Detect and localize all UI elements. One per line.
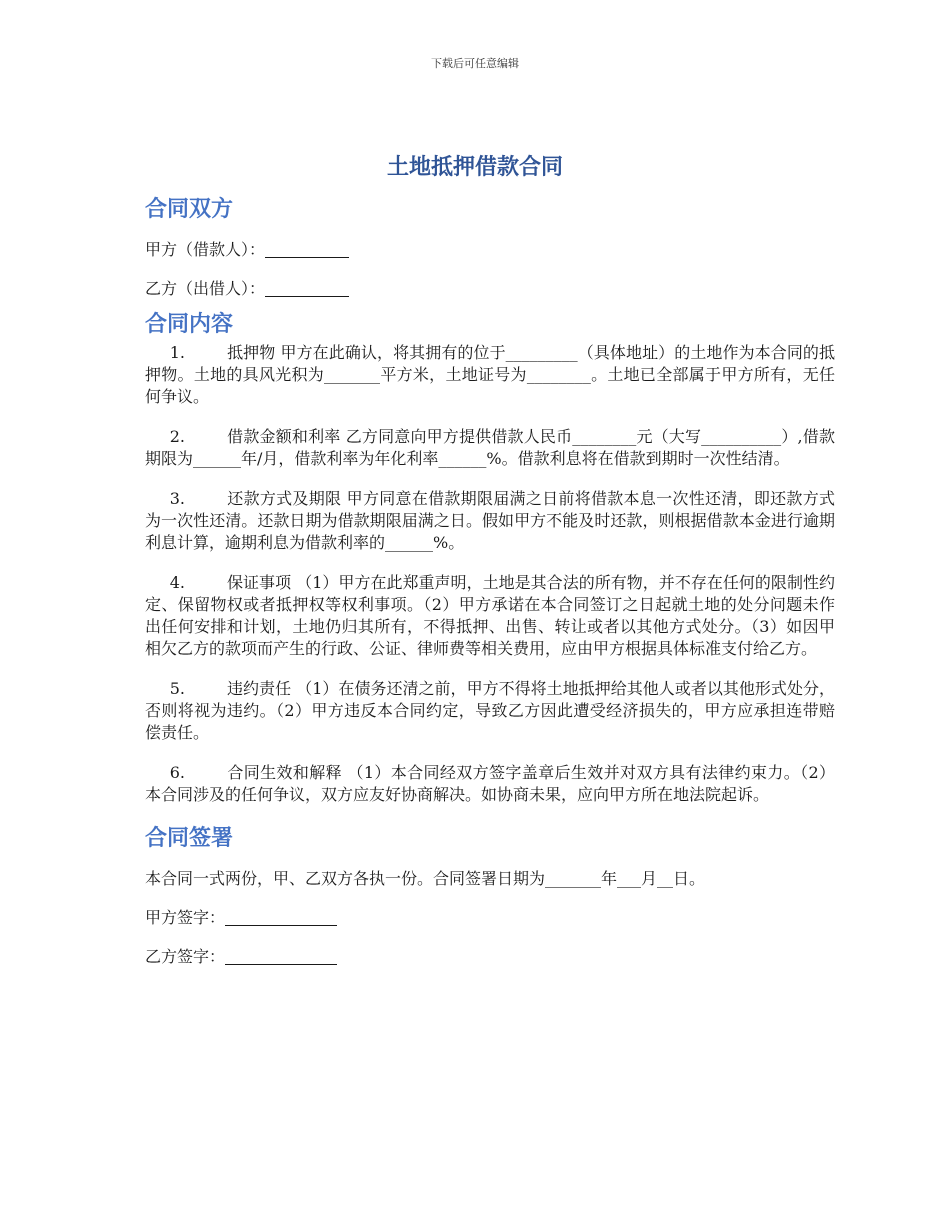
document-title: 土地抵押借款合同 [386,155,563,180]
clause-text: 还款方式及期限 甲方同意在借款期限届满之日前将借款本息一次性还清，即还款方式为一次性还清。还款日期为借款期限届满之日。假如甲方不能及时还款，则根据借款本金进行逾期利息计算，逾期利息为借款利率的______%。 [145,489,835,552]
clause-number: 1. [169,343,185,362]
clause-number: 6. [169,763,185,782]
clause-number: 3. [169,489,185,508]
party-a-line [145,239,835,261]
clause-text: 抵押物 甲方在此确认，将其拥有的位于_________（具体地址）的土地作为本合同的抵押物。土地的具风光积为_______平方米，土地证号为________。土地已全部属于甲方所有，无任何争议。 [145,343,835,406]
clause-item [145,426,835,470]
clause-item [145,342,835,408]
clause-item [145,572,835,660]
section-heading-content: 合同内容 [145,312,234,337]
signature-a-line [145,907,835,929]
clause-text: 合同生效和解释 （1）本合同经双方签字盖章后生效并对双方具有法律约束力。（2）本合同涉及的任何争议，双方应友好协商解决。如协商未果，应向甲方所在地法院起诉。 [145,763,835,804]
section-heading-parties: 合同双方 [145,197,234,222]
signature-b-line [145,946,835,968]
clause-text: 违约责任 （1）在债务还清之前，甲方不得将土地抵押给其他人或者以其他形式处分，否则将视为违约。（2）甲方违反本合同约定，导致乙方因此遭受经济损失的，甲方应承担连带赔偿责任。 [145,679,835,742]
clause-item [145,678,835,744]
clause-item [145,762,835,806]
clause-number: 2. [169,427,185,446]
party-b-line [145,278,835,300]
signature-a-blank [225,909,337,926]
section-heading-signing: 合同签署 [145,826,234,851]
party-b-blank [265,280,349,297]
document-body [145,195,835,968]
signature-b-blank [225,948,337,965]
clause-text: 保证事项 （1）甲方在此郑重声明，土地是其合法的所有物，并不存在任何的限制性约定、保留物权或者抵押权等权利事项。（2）甲方承诺在本合同签订之日起就土地的处分问题未作出任何安排和计划，土地仍归其所有，不得抵押、出售、转让或者以其他方式处分。（3）如因甲相欠乙方的款项而产生的行政、公证、律师费等相关费用，应由甲方根据具体标准支付给乙方。 [145,573,835,658]
signing-statement: 本合同一式两份，甲、乙双方各执一份。合同签署日期为_______年___月__日。 [145,869,706,888]
clause-text: 借款金额和利率 乙方同意向甲方提供借款人民币________元（大写__________）,借款期限为______年/月，借款利率为年化利率______%。借款利息将在借款到期时一次性结清。 [145,427,835,468]
signature-a-label: 甲方签字： [145,908,226,927]
signature-b-label: 乙方签字： [145,947,226,966]
party-b-label: 乙方（出借人）： [145,279,266,298]
party-a-label: 甲方（借款人）： [145,240,266,259]
clause-number: 5. [169,679,185,698]
party-a-blank [265,241,349,258]
clause-item [145,488,835,554]
clause-list [145,342,835,806]
clause-number: 4. [169,573,185,592]
header-note: 下载后可任意编辑 [431,57,519,70]
